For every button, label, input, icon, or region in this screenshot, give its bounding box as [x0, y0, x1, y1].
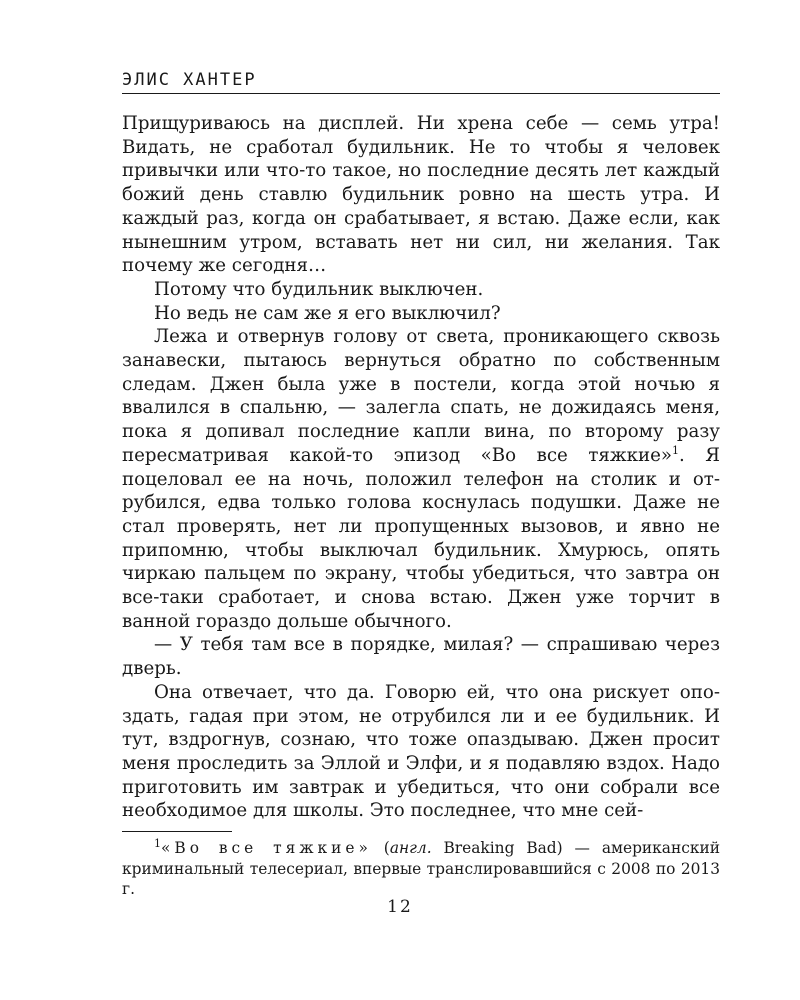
- page-number: 12: [387, 897, 413, 917]
- paragraph: Но ведь не сам же я его выключил?: [154, 302, 501, 324]
- paragraph: [122, 325, 720, 633]
- paragraph: Потому что будильник выключен.: [154, 278, 484, 300]
- footnote-reference-punct: .: [678, 444, 685, 466]
- body-text: [122, 112, 720, 823]
- footnote-lang-open: (: [371, 839, 390, 858]
- paragraph-text: Лежа и отвернув голову от света, проникающего сквозь занавески, пытаюсь вернуться обратно по собственным следам. Джен была уже в постели, когда этой ночью я ввалился в спальню, — залегла спать, не дожидаясь меня, пока я допивал последние капли вина, по второму разу пересматривая какой-то эпизод «Во все тяжкие»: [122, 326, 720, 466]
- footnote-number: 1: [154, 836, 161, 850]
- footnote-lang: англ.: [389, 839, 432, 858]
- footnote-text: — американский криминальный телесериал, впервые транслировавшийся с 2008 по 2013 г.: [122, 839, 720, 899]
- paragraph-text: Я поцеловал ее на ночь, положил телефон на столик и отрубился, едва только голова коснулась подушки. Даже не стал проверять, нет ли пропущенных вызовов, и явно не припомню, чтобы выключал будильник. Хмурюсь, опять чиркаю пальцем по экрану, чтобы убедиться, что завтра он все-таки сработает, и снова встаю. Джен уже торчит в ванной гораздо дольше обычного.: [122, 444, 720, 632]
- footnote-title: «Во все тяжкие»: [161, 839, 372, 858]
- paragraph: Она отвечает, что да. Говорю ей, что она рискует опоздать, гадая при этом, не отрубился ли и ее будильник. И тут, вздрогнув, сознаю, что тоже опаздываю. Джен просит меня проследить за Эллой и Элфи, и я подавляю вздох. Надо приготовить им завтрак и убедиться, что они собрали все необходимое для школы. Это последнее, что мне сей-: [122, 681, 720, 822]
- author-name: ЭЛИС ХАНТЕР: [122, 70, 257, 90]
- book-page: [122, 70, 720, 900]
- paragraph: Прищуриваюсь на дисплей. Ни хрена себе — семь утра! Видать, не сработал будильник. Не то чтобы я человек привычки или что-то такое, но последние десять лет каждый божий день ставлю будильник ровно на шесть утра. И каждый раз, когда он срабатывает, я встаю. Даже если, как нынешним утром, вставать нет ни сил, ни желания. Так почему же сегодня…: [122, 113, 720, 277]
- footnote-reference: 1: [671, 443, 679, 457]
- footnote-divider: [122, 831, 232, 832]
- paragraph: — У тебя там все в порядке, милая? — спрашиваю через дверь.: [122, 634, 720, 680]
- running-header: [122, 70, 720, 94]
- footnote: [122, 838, 720, 900]
- footnote-original-title: Breaking Bad): [431, 839, 563, 858]
